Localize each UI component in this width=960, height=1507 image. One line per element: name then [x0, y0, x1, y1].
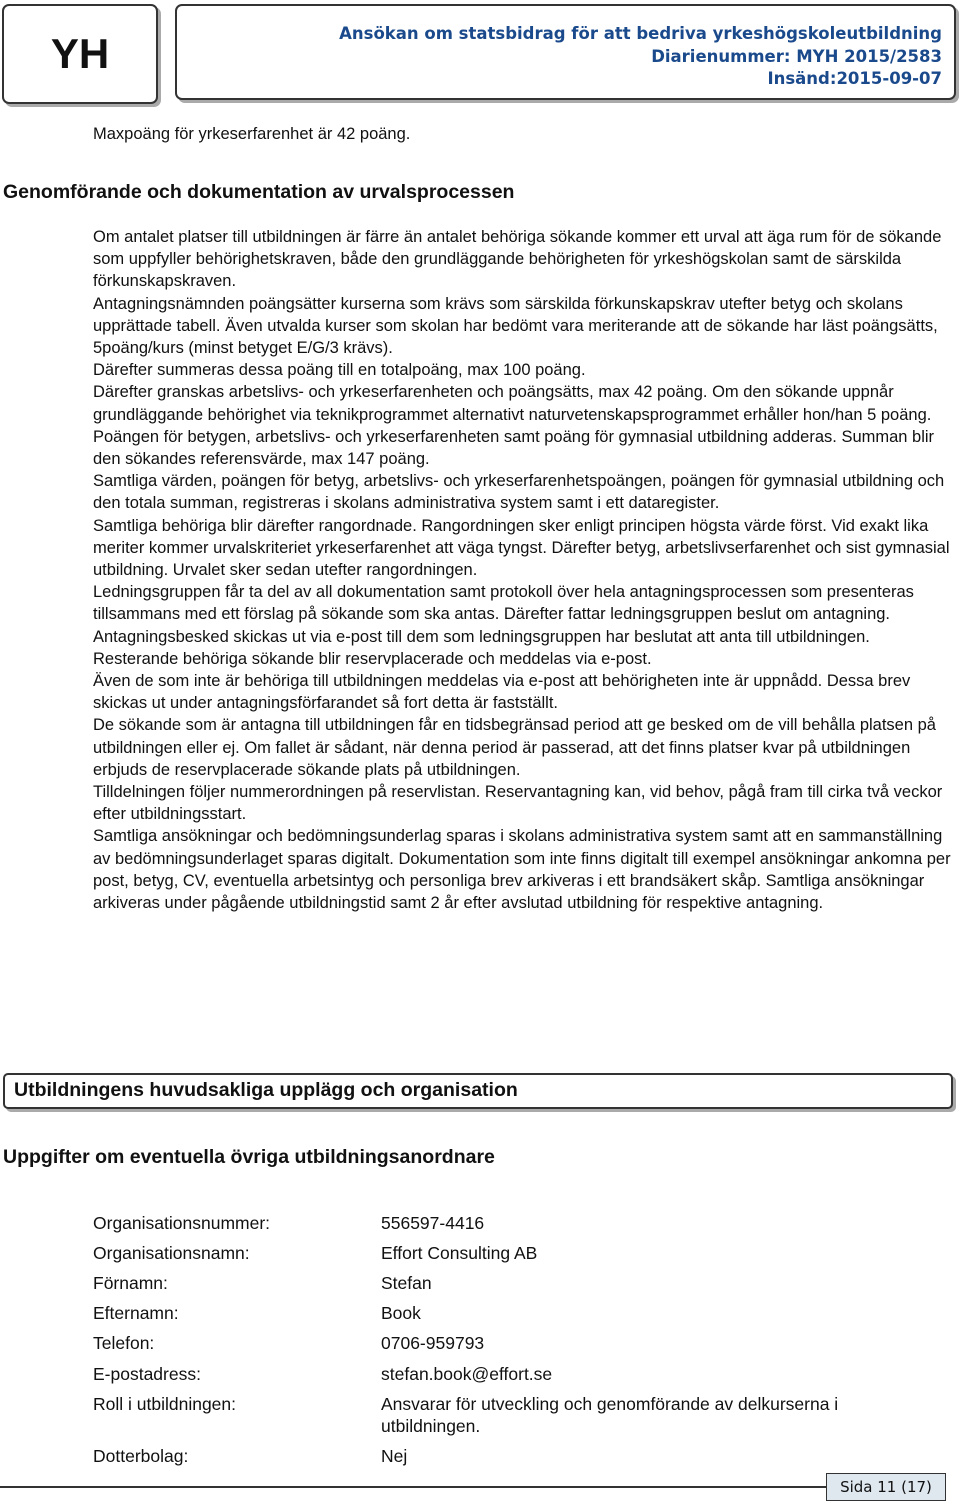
org-value: Book: [381, 1303, 421, 1323]
org-label: Organisationsnummer:: [93, 1213, 271, 1233]
paragraph: Samtliga behöriga blir därefter rangordnade. Rangordningen sker enligt principen högsta värde först. Vid exakt lika meriter kommer urvalskriteriet yrkeserfarenhet att väga tyngst. Därefter betyg, arbetslivserfarenhet och sist gymnasial utbildning. Urvalet sker sedan utefter rangordningen.: [93, 516, 950, 580]
paragraph: Om antalet platser till utbildningen är färre än antalet behöriga sökande kommer ett urval att äga rum för de sökande som uppfyller behörighetskraven, både den grundläggande behörigheten för yrkeshögskolan samt de särskilda förkunskapskraven.: [93, 228, 942, 291]
footer-rule: [0, 1486, 826, 1488]
paragraph: Antagningsnämnden poängsätter kurserna som krävs som särskilda förkunskapskrav utefter betyg och skolans upprättade tabell. Även utvalda kurser som skolan har bedömt vara meriterande att de sökande har läst poängsätts, 5poäng/kurs (minst betyget E/G/3 krävs).: [93, 294, 938, 358]
org-label: Efternamn:: [93, 1303, 179, 1323]
page-number-text: Sida 11 (17): [840, 1478, 932, 1496]
header-title: Ansökan om statsbidrag för att bedriva yrkeshögskoleutbildning: [339, 24, 942, 43]
org-value: Stefan: [381, 1273, 432, 1293]
org-label: Roll i utbildningen:: [93, 1394, 237, 1414]
paragraph: De sökande som är antagna till utbildningen får en tidsbegränsad period att ge besked om de vill behålla platsen på utbildningen eller ej. Om fallet är sådant, när denna period är passerad, att det finns platser kvar på utbildningen erbjuds de reservplacerade sökande plats på utbildningen.: [93, 716, 936, 779]
org-value: stefan.book@effort.se: [381, 1364, 553, 1384]
org-value: 556597-4416: [381, 1213, 485, 1233]
paragraph: Därefter summeras dessa poäng till en totalpoäng, max 100 poäng.: [93, 361, 586, 380]
org-label: Dotterbolag:: [93, 1446, 189, 1466]
urval-body: [93, 226, 951, 914]
paragraph: Antagningsbesked skickas ut via e-post till dem som ledningsgruppen har beslutat att anta till utbildningen. Resterande behöriga sökande blir reservplacerade och meddelas via e-post.: [93, 627, 870, 668]
org-label: Förnamn:: [93, 1273, 168, 1293]
header-insand-date: Insänd:2015-09-07: [767, 69, 942, 88]
paragraph: Därefter granskas arbetslivs- och yrkeserfarenheten och poängsätts, max 42 poäng. Om den sökande uppnår grundläggande behörighet via teknikprogrammet alternativt naturvetenskapsprogrammet erhåller hon/han 5 poäng. Poängen för betygen, arbetslivs- och yrkeserfarenheten samt poäng för gymnasial utbildning adderas. Summan blir den sökandes referensvärde, max 147 poäng.: [93, 383, 935, 469]
section-box-upplagg: [3, 1073, 953, 1109]
yh-logo: [2, 4, 158, 104]
section-heading-upplagg: Utbildningens huvudsakliga upplägg och organisation: [14, 1079, 518, 1101]
org-value: Effort Consulting AB: [381, 1243, 538, 1263]
paragraph: Ledningsgruppen får ta del av all dokumentation samt protokoll över hela antagningsprocessen som presenteras tillsammans med ett förslag på sökande som ska antas. Därefter fattar ledningsgruppen beslut om antagning.: [93, 583, 914, 624]
paragraph: Samtliga värden, poängen för betyg, arbetslivs- och yrkeserfarenhetspoängen, poängen för gymnasial utbildning och den totala summan, registreras i skolans administrativa system samt i ett dataregister.: [93, 472, 945, 513]
org-label: Telefon:: [93, 1333, 155, 1353]
paragraph: Även de som inte är behöriga till utbildningen meddelas via e-post att behörigheten inte är uppnådd. Dessa brev skickas ut under antagningsförfarandet så fort detta är fastställt.: [93, 672, 911, 713]
org-label: Organisationsnamn:: [93, 1243, 250, 1263]
org-label: E-postadress:: [93, 1364, 201, 1384]
section-heading-urval: Genomförande och dokumentation av urvalsprocessen: [3, 181, 515, 203]
org-value: Ansvarar för utveckling och genomförande av delkurserna i utbildningen.: [381, 1394, 839, 1436]
logo-text: YH: [50, 30, 110, 77]
paragraph: Samtliga ansökningar och bedömningsunderlag sparas i skolans administrativa system samt att en sammanställning av bedömningsunderlaget sparas digitalt. Dokumentation som inte finns digitalt till exempel ansökningar ankomna per post, betyg, CV, eventuella arbetsintyg och personliga brev arkiveras i ett brandsäkert skåp. Samtliga ansökningar arkiveras under pågående utbildningstid samt 2 år efter avslutad utbildning för respektive antagning.: [93, 827, 951, 913]
page-number: [826, 1473, 946, 1501]
paragraph: Tilldelningen följer nummerordningen på reservlistan. Reservantagning kan, vid behov, pågå fram till cirka två veckor efter utbildningsstart.: [93, 783, 943, 824]
org-value: 0706-959793: [381, 1333, 485, 1353]
org-value: Nej: [381, 1446, 408, 1466]
max-points-note: Maxpoäng för yrkeserfarenhet är 42 poäng.: [93, 125, 411, 143]
document-header: [175, 4, 956, 100]
section-heading-ovriga-anordnare: Uppgifter om eventuella övriga utbildningsanordnare: [3, 1146, 495, 1168]
header-diarienummer: Diarienummer: MYH 2015/2583: [651, 47, 942, 66]
